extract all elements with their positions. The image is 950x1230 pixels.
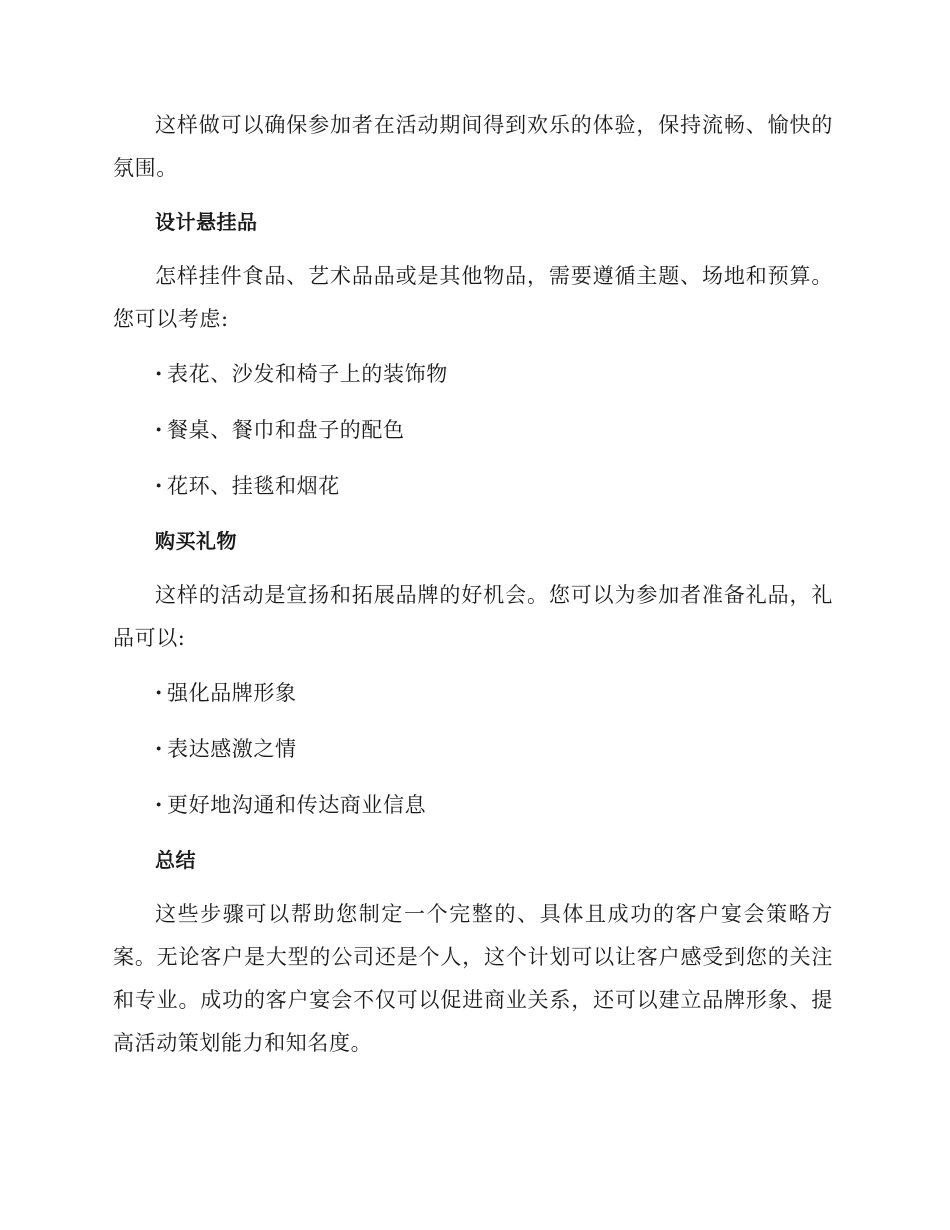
bullet-icon: · bbox=[155, 736, 163, 761]
list-item-text: 强化品牌形象 bbox=[167, 681, 297, 705]
list-item-text: 表花、沙发和椅子上的装饰物 bbox=[167, 362, 448, 386]
bullet-icon: · bbox=[155, 417, 163, 442]
list-item bbox=[113, 464, 833, 508]
bullet-icon: · bbox=[155, 792, 163, 817]
paragraph-design-hangings: 怎样挂件食品、艺术品品或是其他物品，需要遵循主题、场地和预算。您可以考虑: bbox=[113, 264, 833, 331]
bullet-icon: · bbox=[155, 473, 163, 498]
list-item-text: 花环、挂毯和烟花 bbox=[167, 474, 340, 498]
list-item-text: 餐桌、餐巾和盘子的配色 bbox=[167, 418, 405, 442]
list-item bbox=[113, 408, 833, 452]
list-item-text: 更好地沟通和传达商业信息 bbox=[167, 793, 427, 817]
list-item bbox=[113, 352, 833, 396]
heading-summary: 总结 bbox=[155, 848, 196, 872]
heading-buy-gifts: 购买礼物 bbox=[155, 529, 237, 553]
document-page bbox=[113, 104, 833, 1076]
list-item bbox=[113, 727, 833, 771]
paragraph-summary: 这些步骤可以帮助您制定一个完整的、具体且成功的客户宴会策略方案。无论客户是大型的公司还是个人，这个计划可以让客户感受到您的关注和专业。成功的客户宴会不仅可以促进商业关系，还可以建立品牌形象、提高活动策划能力和知名度。 bbox=[113, 902, 833, 1055]
list-item bbox=[113, 671, 833, 715]
bullet-icon: · bbox=[155, 680, 163, 705]
paragraph-buy-gifts: 这样的活动是宣扬和拓展品牌的好机会。您可以为参加者准备礼品，礼品可以: bbox=[113, 583, 833, 650]
heading-design-hangings: 设计悬挂品 bbox=[155, 210, 258, 234]
bullet-icon: · bbox=[155, 361, 163, 386]
list-item-text: 表达感激之情 bbox=[167, 737, 297, 761]
list-item bbox=[113, 783, 833, 827]
paragraph-intro: 这样做可以确保参加者在活动期间得到欢乐的体验，保持流畅、愉快的氛围。 bbox=[113, 113, 833, 180]
